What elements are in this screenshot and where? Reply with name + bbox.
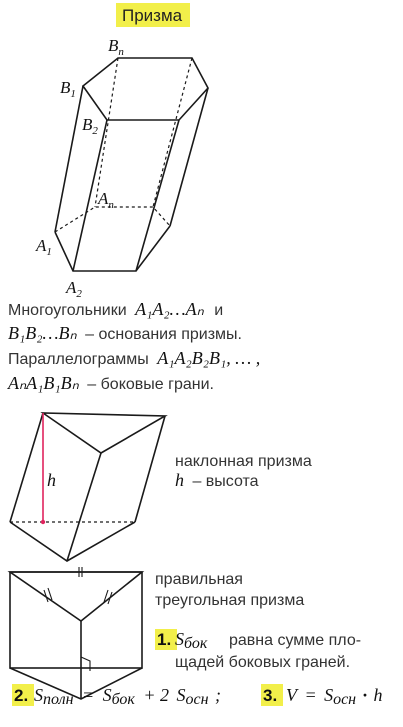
top-base: [83, 58, 208, 120]
oblique-caption-1: наклонная призма: [175, 453, 312, 470]
right-angle-mark: [81, 657, 90, 671]
height-foot-dot: [41, 520, 45, 524]
edge-AnBn: [95, 58, 118, 207]
regular-caption-2: треугольная призма: [155, 592, 305, 609]
desc-line-1: Многоугольники A₁A₂…Aₙ и: [8, 299, 224, 319]
height-label: h: [47, 470, 56, 490]
formula-3: V = Sосн · h: [286, 685, 383, 708]
regular-caption-1: правильная: [155, 571, 243, 588]
formula-2-number: 2.: [14, 686, 29, 705]
fact-1-text-2: щадей боковых граней.: [175, 654, 351, 671]
oblique-edge-left: [10, 413, 43, 522]
fact-1-number: 1.: [157, 630, 172, 649]
desc-line-4: AₙA₁B₁Bₙ – боковые грани.: [8, 373, 214, 393]
desc-line-3: Параллелограммы A₁A₂B₂B₁, … ,: [8, 348, 261, 368]
label-A2: $A_2$: [66, 278, 82, 300]
label-A1: $A_1$: [36, 236, 52, 258]
hexagonal-prism: [35, 36, 208, 300]
oblique-prism: [10, 413, 312, 561]
description: [7, 299, 260, 393]
fact-1: [155, 629, 361, 671]
edge-A1B1: [55, 86, 83, 232]
oblique-edge-right: [135, 416, 165, 522]
edge-A3B3: [136, 120, 179, 271]
oblique-caption-2: h – высота: [175, 470, 259, 490]
page-title: Призма: [122, 6, 183, 25]
title-group: [116, 3, 190, 27]
label-B1: $B_1$: [60, 78, 76, 100]
fact-1-text-1: равна сумме пло-: [229, 632, 362, 649]
label-An: $A_n$: [98, 189, 114, 211]
formula-2: Sполн = Sбок + 2 Sосн ;: [34, 685, 221, 708]
edge-hidden-back: [153, 58, 192, 207]
oblique-top-base: [43, 413, 165, 453]
label-B2: $B_2$: [82, 115, 98, 137]
desc-line-2: B₁B₂…Bₙ – основания призмы.: [8, 323, 242, 343]
formula-3-number: 3.: [263, 686, 278, 705]
bottom-base-front: [55, 226, 170, 271]
fact-1-symbol: Sбок: [175, 629, 208, 652]
formulas: [12, 684, 383, 708]
label-Bn: $B_n$: [108, 36, 124, 58]
top-triangle: [10, 572, 142, 621]
